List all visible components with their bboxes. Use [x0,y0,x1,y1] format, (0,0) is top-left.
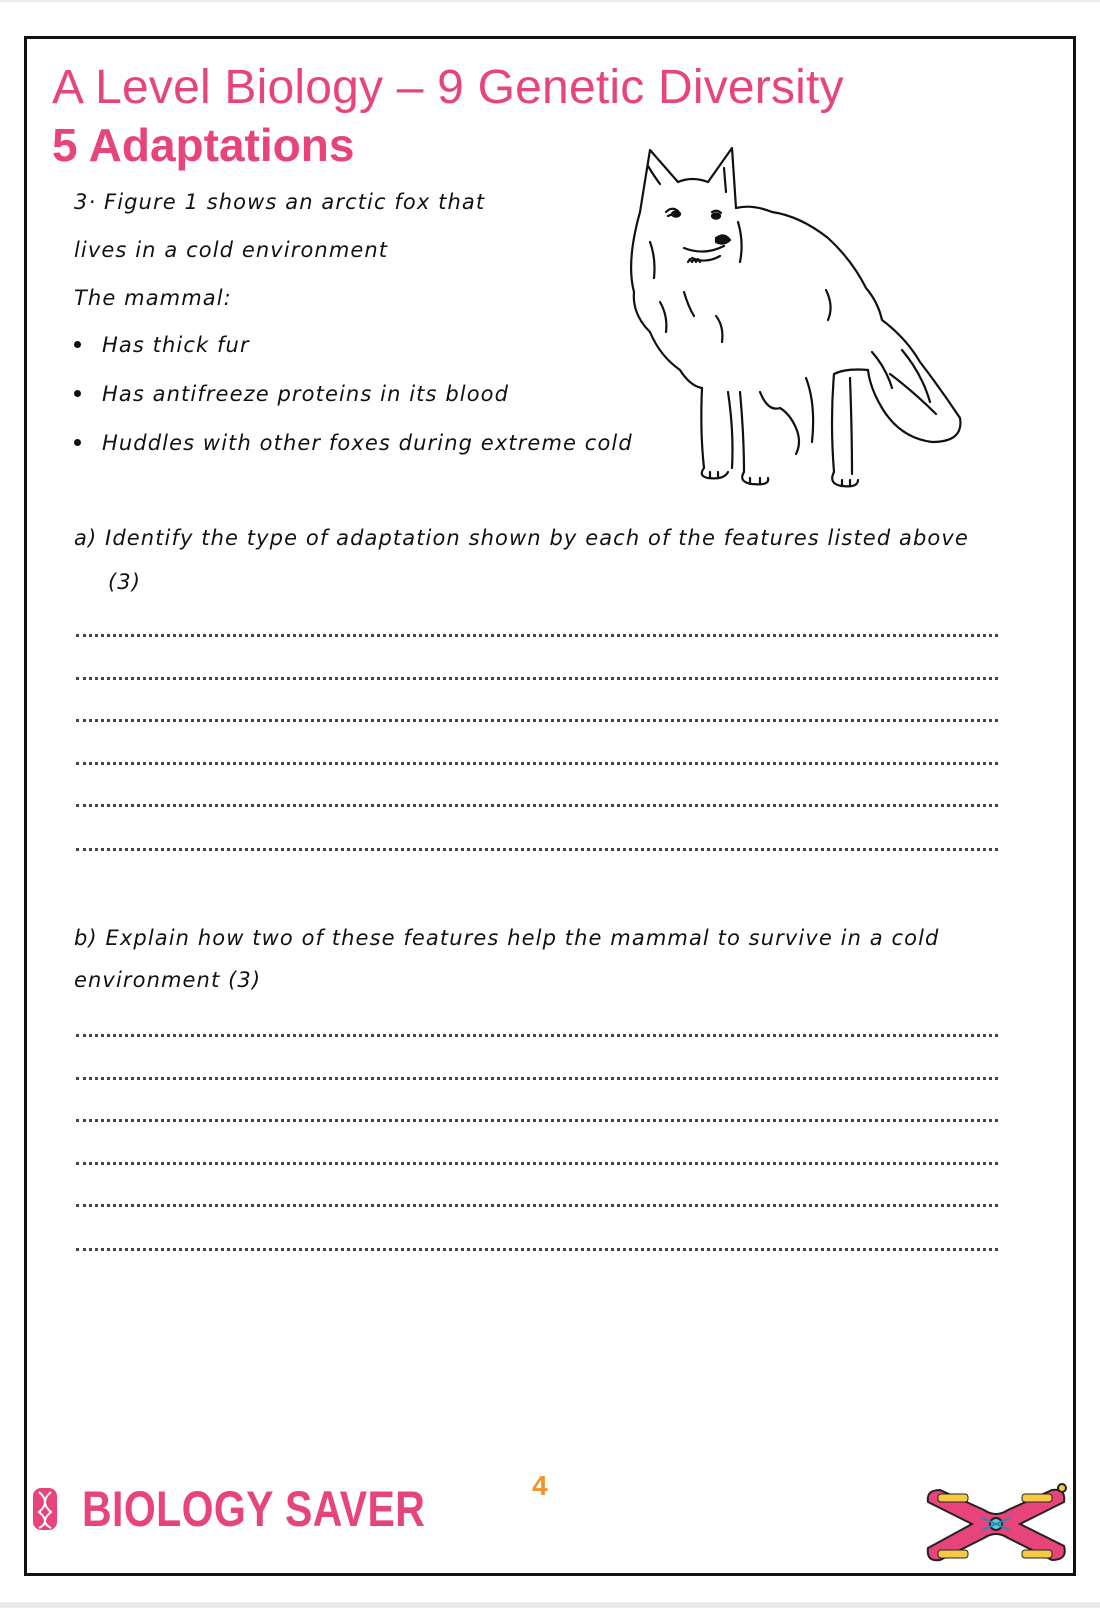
answer-line-a[interactable] [76,719,998,722]
answer-line-a[interactable] [76,848,998,851]
part-a-marks: (3) [108,570,142,594]
page-number: 4 [532,1470,548,1501]
part-a-prompt: a) Identify the type of adaptation shown by each of the features listed above [74,526,969,550]
biology-saver-logo [32,1480,426,1540]
bullet-icon [74,439,81,446]
part-b-prompt-continued: environment (3) [74,968,262,992]
feature-item [74,381,633,430]
part-b-prompt: b) Explain how two of these features help the mammal to survive in a cold [74,926,940,950]
mammal-label: The mammal: [74,286,232,310]
answer-line-b[interactable] [76,1248,998,1251]
arctic-fox-illustration [620,142,970,502]
feature-list [74,332,633,479]
answer-line-b[interactable] [76,1162,998,1165]
section-title: 5 Adaptations [52,119,355,171]
bullet-icon [74,390,81,397]
worksheet-title: A Level Biology – 9 Genetic Diversity [52,61,844,114]
answer-line-a[interactable] [76,804,998,807]
feature-text: Has antifreeze proteins in its blood [102,382,510,406]
answer-line-a[interactable] [76,762,998,765]
question-intro-line-2: lives in a cold environment [74,238,389,262]
answer-line-b[interactable] [76,1204,998,1207]
answer-line-a[interactable] [76,677,998,680]
feature-text: Has thick fur [102,333,250,357]
chromosome-icon [922,1480,1070,1570]
answer-line-b[interactable] [76,1034,998,1037]
logo-text: BIOLOGY SAVER [82,1481,426,1537]
worksheet-page [0,2,1100,1602]
answer-line-b[interactable] [76,1119,998,1122]
question-intro-line-1: 3· Figure 1 shows an arctic fox that [74,190,486,214]
feature-item [74,332,633,381]
feature-item [74,430,633,479]
dna-logo-icon [32,1486,58,1532]
answer-line-b[interactable] [76,1077,998,1080]
bullet-icon [74,341,81,348]
answer-line-a[interactable] [76,634,998,637]
feature-text: Huddles with other foxes during extreme cold [102,431,633,455]
